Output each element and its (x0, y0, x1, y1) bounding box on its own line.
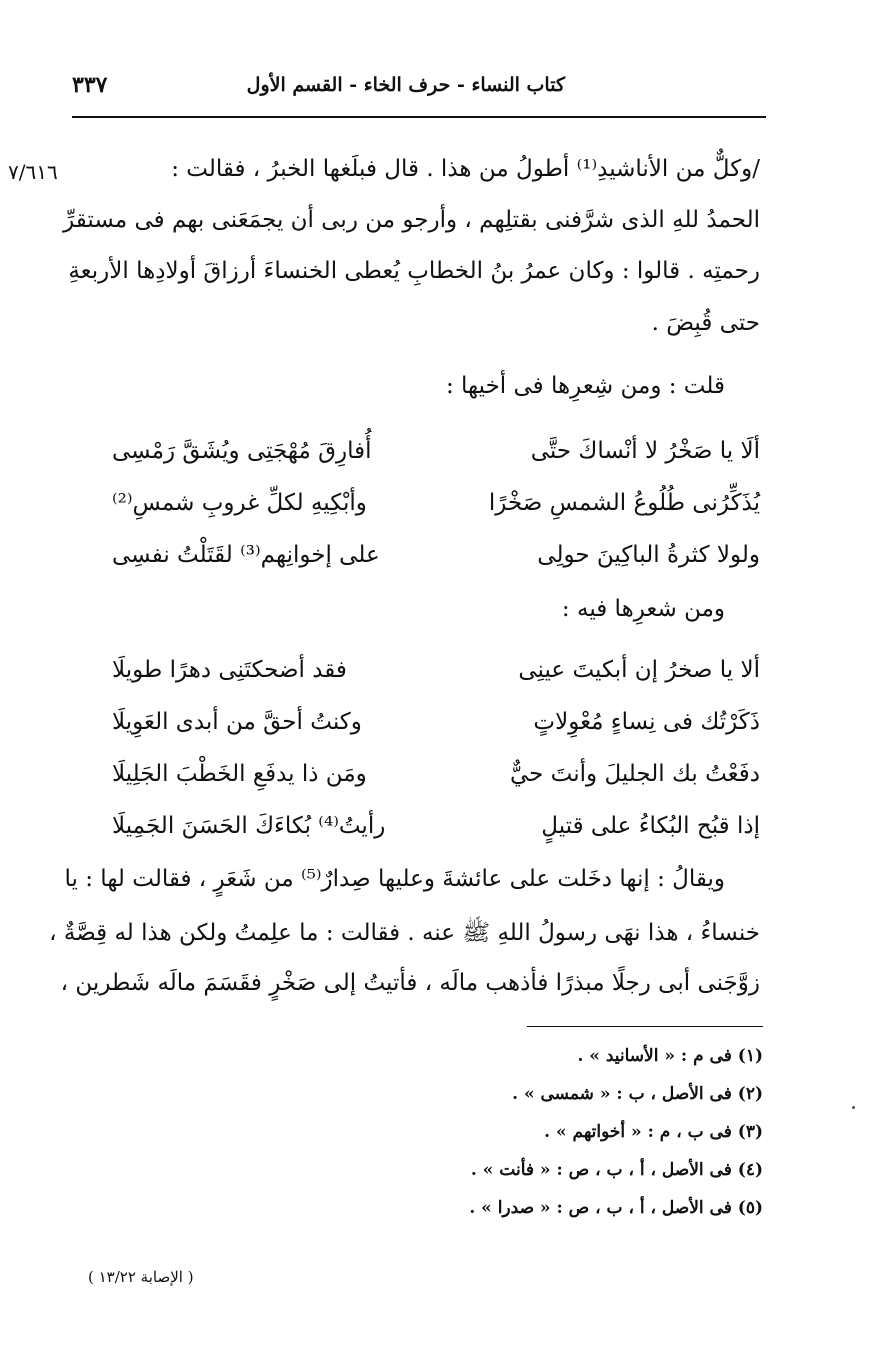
body-line-3: رحمتِه . قالوا : وكان عمرُ بنُ الخطابِ يُعطى الخنساءَ أرزاقَ أولادِها الأربعةِ (68, 258, 760, 284)
footnote-5: (٥) فى الأصل ، أ ، ب ، ص : « صدرا » . (469, 1198, 763, 1218)
scan-speck (852, 1106, 855, 1109)
hemistich-first: دفَعْتُ بك الجليلَ وأنتَ حيٌّ (509, 761, 760, 787)
hemistich-first: ألا يا صخرُ إن أبكيتَ عينِى (518, 657, 760, 683)
header-divider (72, 116, 766, 118)
hemistich-second: رأيتُ⁽⁴⁾ بُكاءَكَ الحَسَنَ الجَمِيلَا (112, 813, 386, 839)
hemistich-second: وكنتُ أحقَّ من أبدى العَوِيلَا (112, 709, 362, 735)
printer-signature: ( الإصابة ١٣/٢٢ ) (88, 1268, 194, 1286)
poem2-verse (112, 657, 760, 701)
hemistich-second: ومَن ذا يدفَعِ الخَطْبَ الجَلِيلَا (112, 761, 367, 787)
footnote-divider (527, 1026, 763, 1027)
body-line-2: الحمدُ للهِ الذى شرَّفنى بقتلِهم ، وأرجو من ربى أن يجمَعَنى بهم فى مستقرِّ (63, 207, 760, 233)
hemistich-first: ألَا يا صَخْرُ لا أنْساكَ حتَّى (530, 438, 760, 464)
poem1-verse (112, 490, 760, 534)
footnote-3: (٣) فى ب ، م : « أخواتهم » . (544, 1122, 763, 1142)
body-line-1: /وكلٌّ من الأناشيدِ⁽¹⁾ أطولُ من هذا . قال فبلَغها الخبرُ ، فقالت : (171, 156, 760, 182)
footnote-2: (٢) فى الأصل ، ب : « شمسى » . (512, 1084, 763, 1104)
hemistich-second: وأبْكِيهِ لكلِّ غروبِ شمسِ⁽²⁾ (112, 490, 367, 516)
poem-intro-1: قلت : ومن شِعرِها فى أخيها : (445, 373, 725, 399)
poem2-verse (112, 761, 760, 805)
poem1-verse (112, 438, 760, 482)
margin-volume-reference: ٧/٦١٦ (8, 160, 58, 184)
hemistich-first: يُذَكِّرُنى طُلُوعُ الشمسِ صَخْرًا (488, 490, 760, 516)
running-header-title: كتاب النساء - حرف الخاء - القسم الأول (246, 74, 565, 96)
poem2-verse (112, 813, 760, 857)
hemistich-first: ولولا كثرةُ الباكِينَ حولِى (537, 542, 760, 568)
hemistich-second: على إخوانِهم⁽³⁾ لقَتَلْتُ نفسِى (112, 542, 380, 568)
body-line-4: حتى قُبِضَ . (651, 310, 760, 336)
footnote-4: (٤) فى الأصل ، أ ، ب ، ص : « فأنت » . (470, 1160, 763, 1180)
closing-line-1: ويقالُ : إنها دخَلت على عائشةَ وعليها صِدارٌ⁽⁵⁾ من شَعَرٍ ، فقالت لها : يا (64, 866, 725, 892)
hemistich-first: ذَكَرْتُك فى نِساءٍ مُعْوِلاتٍ (533, 709, 760, 735)
poem-intro-2: ومن شعرِها فيه : (561, 596, 725, 622)
hemistich-second: فقد أضحكتَنِى دهرًا طويلَا (112, 657, 347, 683)
poem2-verse (112, 709, 760, 753)
poem1-verse (112, 542, 760, 586)
hemistich-first: إذا قبُح البُكاءُ على قتيلٍ (541, 813, 760, 839)
footnote-1: (١) فى م : « الأسانيد » . (577, 1046, 763, 1066)
closing-line-2: خنساءُ ، هذا نهَى رسولُ اللهِ ﷺ عنه . فقالت : ما علِمتُ ولكن هذا له قِصَّةٌ ، (49, 920, 760, 946)
closing-line-3: زوَّجَنى أبى رجلًا مبذرًا فأذهب مالَه ، فأتيتُ إلى صَخْرٍ فقَسَمَ مالَه شَطرين ، (60, 970, 760, 996)
page-number: ٣٣٧ (72, 72, 108, 98)
hemistich-second: أُفارِقَ مُهْجَتِى ويُشَقَّ رَمْسِى (112, 438, 372, 464)
